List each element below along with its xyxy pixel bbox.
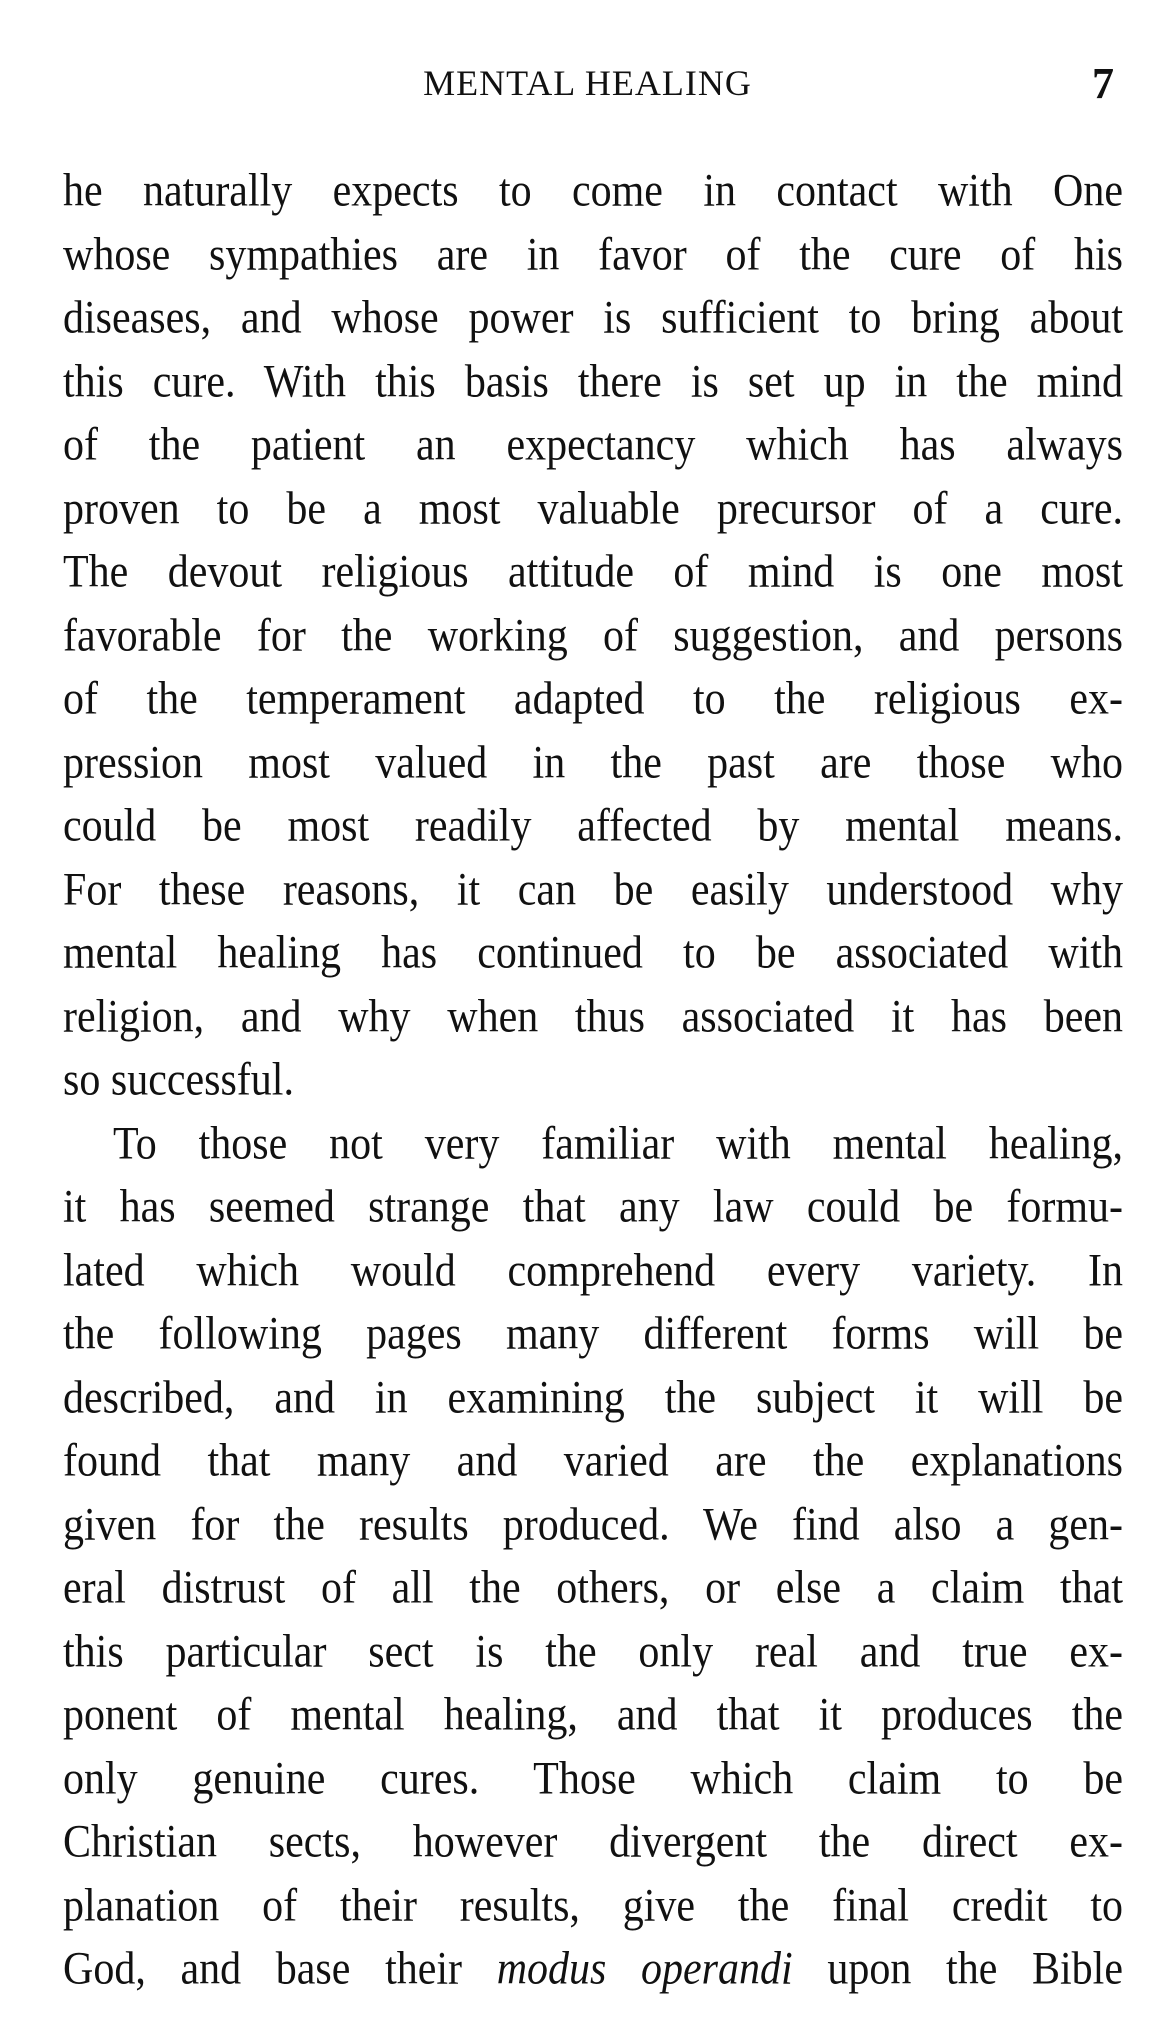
text-line: this cure. With this basis there is set up in the mind — [63, 355, 1123, 408]
text-line: The devout religious attitude of mind is one most — [63, 546, 1123, 598]
body-text — [63, 160, 1123, 2002]
text-line: of the patient an expectancy which has always — [63, 419, 1123, 471]
text-line: could be most readily affected by mental means. — [63, 800, 1123, 852]
text-line: he naturally expects to come in contact with One — [63, 165, 1123, 217]
text-line: of the temperament adapted to the religious ex- — [63, 673, 1123, 725]
text-line: this particular sect is the only real and true ex- — [63, 1625, 1123, 1678]
text-line: described, and in examining the subject it will be — [63, 1371, 1123, 1424]
text-line: planation of their results, give the final credit to — [63, 1879, 1123, 1932]
text-segment: God, and base their — [63, 1943, 497, 1995]
text-segment: upon the Bible — [792, 1943, 1123, 1995]
text-line: the following pages many different forms will be — [63, 1308, 1123, 1360]
text-line — [63, 1934, 1123, 2005]
text-line: given for the results produced. We find also a gen- — [63, 1498, 1123, 1551]
italic-phrase: modus operandi — [496, 1943, 793, 1995]
text-line: pression most valued in the past are those who — [63, 736, 1123, 789]
text-line: To those not very familiar with mental healing, — [113, 1117, 1123, 1170]
text-line: found that many and varied are the explanations — [63, 1435, 1123, 1487]
text-line: religion, and why when thus associated it has been — [63, 990, 1123, 1043]
text-line: lated which would comprehend every variety. In — [63, 1244, 1123, 1297]
running-header: MENTAL HEALING — [423, 63, 752, 103]
text-line: For these reasons, it can be easily understood why — [63, 863, 1123, 916]
text-line: only genuine cures. Those which claim to be — [63, 1752, 1123, 1805]
text-line: so successful. — [63, 1054, 294, 1106]
text-line: proven to be a most valuable precursor of a cure. — [63, 482, 1123, 535]
text-line: mental healing has continued to be associated with — [63, 927, 1123, 979]
page-number: 7 — [1092, 59, 1114, 108]
text-line: eral distrust of all the others, or else a claim that — [63, 1562, 1123, 1614]
text-line: whose sympathies are in favor of the cure of his — [63, 228, 1123, 281]
text-line: Christian sects, however divergent the direct ex- — [63, 1816, 1123, 1868]
text-line: favorable for the working of suggestion, and persons — [63, 609, 1123, 662]
text-line: diseases, and whose power is sufficient to bring about — [63, 292, 1123, 344]
text-line: ponent of mental healing, and that it produces the — [63, 1689, 1123, 1741]
text-line: it has seemed strange that any law could be formu- — [63, 1181, 1123, 1233]
